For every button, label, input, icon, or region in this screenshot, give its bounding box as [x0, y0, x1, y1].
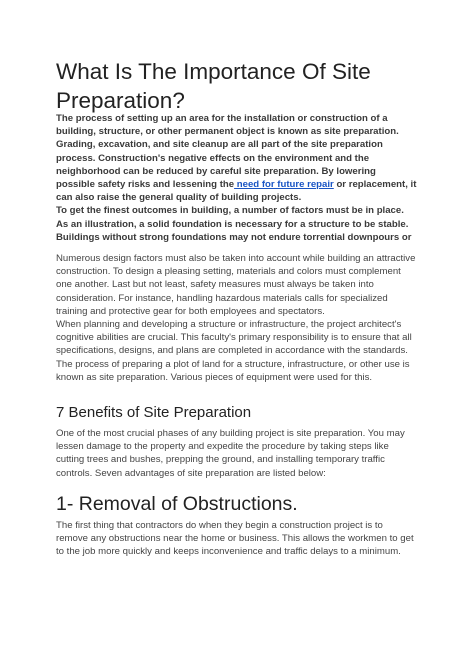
body-line: to the job more quickly and keeps inconvenience and traffic delays to a minimum.	[56, 546, 401, 558]
body-line: cutting trees and bushes, prepping the ground, and installing temporary traffic	[56, 454, 385, 466]
body-line: construction. To design a pleasing setting, materials and colors must complement	[56, 266, 401, 278]
body-line: When planning and developing a structure or infrastructure, the project architect's	[56, 319, 402, 331]
intro-line: process. Construction's negative effects on the environment and the	[56, 152, 370, 164]
body-line: specifications, designs, and plans are completed in accordance with the standards.	[56, 345, 408, 357]
body-line: The process of preparing a plot of land for a structure, infrastructure, or other use is	[56, 358, 410, 370]
intro-line: Grading, excavation, and site cleanup are all part of the site preparation	[56, 139, 383, 151]
body-line: consideration. For instance, handling hazardous materials calls for specialized	[56, 292, 388, 304]
body-line: remove any obstructions near the home or business. This allows the workmen to get	[56, 533, 414, 545]
body-line: Numerous design factors must also be taken into account while building an attractive	[56, 253, 416, 264]
intro-line: can also raise the general quality of building projects.	[56, 192, 302, 204]
body-line: One of the most crucial phases of any building project is site preparation. You may	[56, 428, 405, 439]
intro-line: The process of setting up an area for the installation or construction of a	[56, 113, 388, 124]
intro-text: possible safety risks and lessening the	[56, 179, 235, 191]
body-line: The first thing that contractors do when they begin a construction project is to	[56, 520, 383, 531]
body-paragraph-design	[56, 252, 424, 384]
page-title	[56, 57, 436, 115]
body-paragraph-benefits	[56, 427, 424, 480]
intro-paragraph	[56, 112, 424, 244]
future-repair-link[interactable]: need for future repair	[234, 179, 334, 191]
title-line: Preparation?	[56, 88, 185, 113]
intro-line: Buildings without strong foundations may not endure torrential downpours or	[56, 231, 412, 243]
intro-line: building, structure, or other permanent object is known as site preparation.	[56, 126, 399, 138]
section-heading-benefits: 7 Benefits of Site Preparation	[56, 404, 252, 421]
intro-text: or replacement, it	[333, 179, 417, 191]
body-line: cognitive abilities are crucial. This faculty's primary responsibility is to ensure that all	[56, 332, 412, 344]
intro-line: As an illustration, a solid foundation is necessary for a structure to be stable.	[56, 218, 409, 230]
intro-line-with-link	[56, 178, 424, 191]
intro-line: neighborhood can be reduced by careful site preparation. By lowering	[56, 165, 376, 177]
intro-line: To get the finest outcomes in building, a number of factors must be in place.	[56, 205, 404, 217]
title-line: What Is The Importance Of Site	[56, 59, 371, 84]
body-paragraph-removal	[56, 519, 424, 559]
body-line: lessen damage to the property and expedite the procedure by taking steps like	[56, 441, 389, 453]
body-line: one another. Last but not least, safety measures must always be taken into	[56, 279, 374, 291]
subsection-heading-removal: 1- Removal of Obstructions.	[56, 493, 298, 515]
body-line: controls. Seven advantages of site preparation are listed below:	[56, 467, 326, 479]
body-line: training and protective gear for both employees and spectators.	[56, 305, 325, 317]
body-line: known as site preparation. Various pieces of equipment were used for this.	[56, 371, 373, 383]
